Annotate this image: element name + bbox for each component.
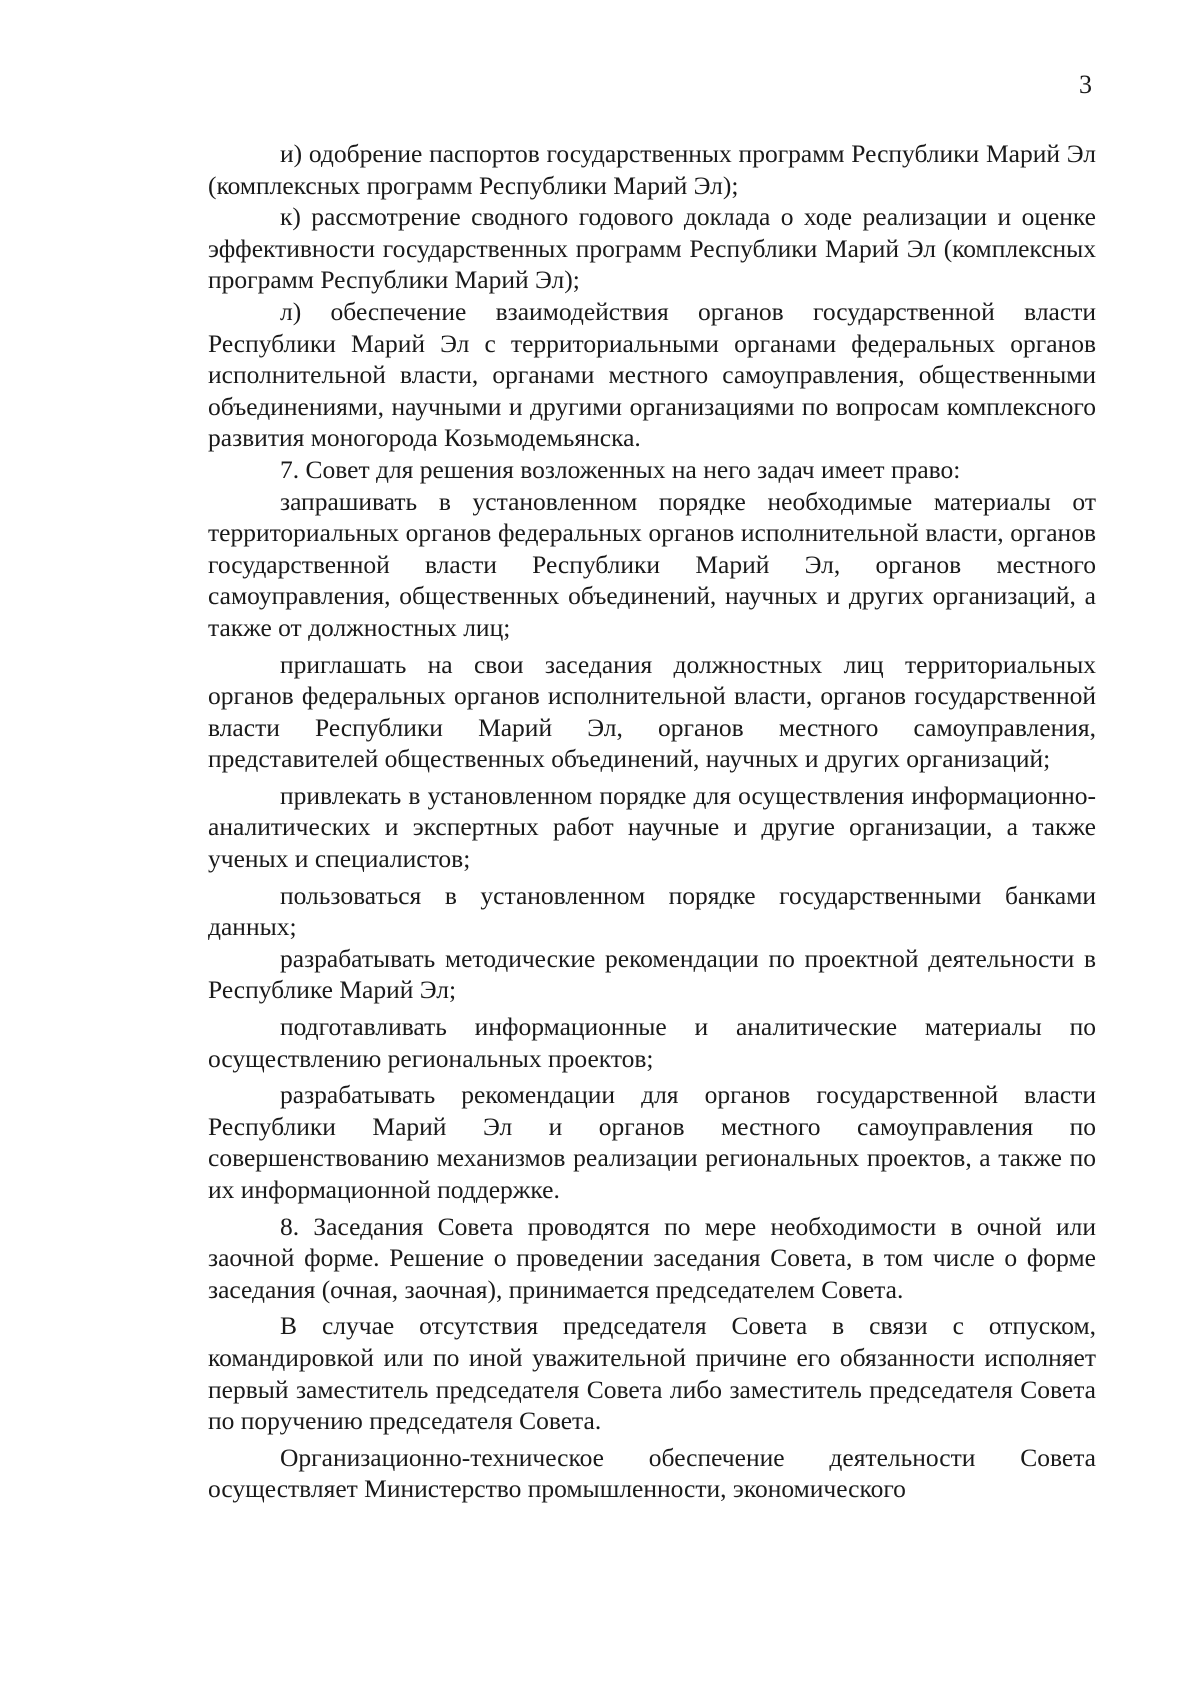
paragraph-right-recommendations: разрабатывать рекомендации для органов государственной власти Республики Марий Эл и органов местного самоуправления по совершенствованию механизмов реализации региональных проектов, а также по их информационной поддержке. bbox=[208, 1080, 1096, 1204]
paragraph-item-i: и) одобрение паспортов государственных программ Республики Марий Эл (комплексных программ Республики Марий Эл); bbox=[208, 139, 1096, 200]
paragraph-clause-8: 8. Заседания Совета проводятся по мере необходимости в очной или заочной форме. Решение о проведении заседания Совета, в том числе о форме заседания (очная, заочная), принимается председателем Совета. bbox=[208, 1211, 1096, 1304]
paragraph-right-invite: приглашать на свои заседания должностных лиц территориальных органов федеральных органов исполнительной власти, органов государственной власти Республики Марий Эл, органов местного самоуправления, представителей общественных объединений, научных и других организаций; bbox=[208, 649, 1096, 774]
paragraph-right-materials: подготавливать информационные и аналитические материалы по осуществлению региональных проектов; bbox=[208, 1012, 1096, 1073]
paragraph-right-methodology: разрабатывать методические рекомендации по проектной деятельности в Республике Марий Эл; bbox=[208, 943, 1096, 1005]
paragraph-right-databanks: пользоваться в установленном порядке государственными банками данных; bbox=[208, 880, 1096, 942]
paragraph-clause-7: 7. Совет для решения возложенных на него задач имеет право: bbox=[280, 454, 961, 484]
paragraph-item-l: л) обеспечение взаимодействия органов государственной власти Республики Марий Эл с территориальными органами федеральных органов исполнительной власти, органами местного самоуправления, общественными объединениями, научными и другими организациями по вопросам комплексного развития моногорода Козьмодемьянска. bbox=[208, 296, 1096, 453]
paragraph-right-engage: привлекать в установленном порядке для осуществления информационно-аналитических и экспертных работ научные и другие организации, а также ученых и специалистов; bbox=[208, 780, 1096, 874]
paragraph-item-k: к) рассмотрение сводного годового доклада о ходе реализации и оценке эффективности государственных программ Республики Марий Эл (комплексных программ Республики Марий Эл); bbox=[208, 202, 1096, 295]
paragraph-chair-absence: В случае отсутствия председателя Совета в связи с отпуском, командировкой или по иной уважительной причине его обязанности исполняет первый заместитель председателя Совета либо заместитель председателя Совета по поручению председателя Совета. bbox=[208, 1311, 1096, 1436]
paragraph-org-support: Организационно-техническое обеспечение деятельности Совета осуществляет Министерство промышленности, экономического bbox=[208, 1442, 1096, 1504]
page-number: 3 bbox=[1079, 70, 1092, 99]
document-body bbox=[208, 138, 1096, 1505]
paragraph-right-request: запрашивать в установленном порядке необходимые материалы от территориальных органов федеральных органов исполнительной власти, органов государственной власти Республики Марий Эл, органов местного самоуправления, общественных объединений, научных и других организаций, а также от должностных лиц; bbox=[208, 486, 1096, 642]
